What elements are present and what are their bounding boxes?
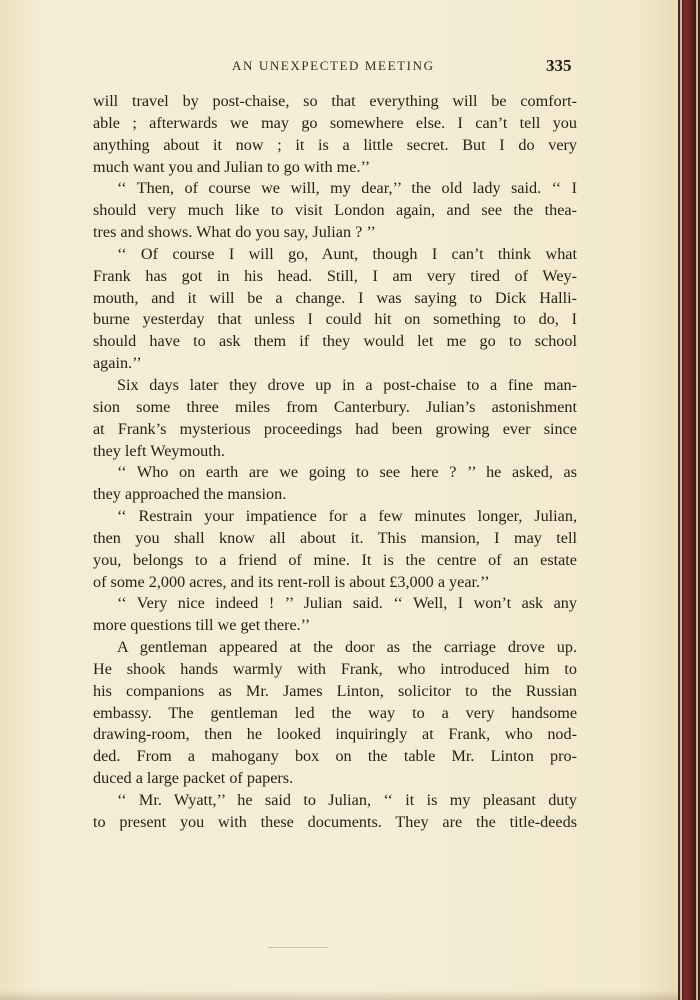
text-line: able ; afterwards we may go somewhere else. I can’t tell you: [93, 113, 577, 132]
page-bottom-shadow: [0, 990, 678, 1000]
text-line: should have to ask them if they would let me go to school: [93, 332, 577, 351]
text-line: ‘‘ Mr. Wyatt,’’ he said to Julian, ‘‘ it is my pleasant duty: [117, 791, 577, 809]
footer-rule: [268, 947, 328, 948]
text-line: ded. From a mahogany box on the table Mr. Linton pro-: [93, 747, 577, 766]
running-head: [0, 56, 578, 78]
text-line: they approached the mansion.: [93, 485, 287, 504]
running-title: AN UNEXPECTED MEETING: [232, 58, 435, 73]
text-line: ‘‘ Who on earth are we going to see here ? ’’ he asked, as: [117, 463, 577, 482]
text-line: will travel by post-chaise, so that everything will be comfort-: [93, 92, 577, 110]
text-line: then you shall know all about it. This mansion, I may tell: [93, 528, 577, 547]
text-line: Six days later they drove up in a post-chaise to a fine man-: [117, 375, 577, 394]
text-line: burne yesterday that unless I could hit on something to do, I: [93, 310, 577, 329]
text-line: anything about it now ; it is a little secret. But I do very: [93, 135, 577, 154]
text-line: ‘‘ Restrain your impatience for a few minutes longer, Julian,: [117, 507, 577, 526]
text-line: tres and shows. What do you say, Julian ? ’’: [93, 223, 376, 242]
text-line: more questions till we get there.’’: [93, 616, 311, 635]
text-line: much want you and Julian to go with me.’’: [93, 157, 371, 176]
edge-stripe: [680, 0, 682, 1000]
text-line: ‘‘ Then, of course we will, my dear,’’ the old lady said. ‘‘ I: [117, 179, 577, 198]
text-line: again.’’: [93, 354, 142, 373]
text-line: should very much like to visit London again, and see the thea-: [93, 201, 577, 220]
text-line: embassy. The gentleman led the way to a very handsome: [93, 703, 577, 722]
text-line: drawing-room, then he looked inquiringly at Frank, who nod-: [93, 725, 577, 744]
edge-stripe: [696, 0, 698, 1000]
text-line: duced a large packet of papers.: [93, 769, 294, 788]
text-line: they left Weymouth.: [93, 441, 225, 460]
text-line: at Frank’s mysterious proceedings had been growing ever since: [93, 419, 577, 438]
text-line: of some 2,000 acres, and its rent-roll is about £3,000 a year.’’: [93, 572, 490, 591]
text-line: He shook hands warmly with Frank, who introduced him to: [93, 659, 577, 678]
text-line: Frank has got in his head. Still, I am very tired of Wey-: [93, 266, 577, 285]
text-line: his companions as Mr. James Linton, solicitor to the Russian: [93, 681, 577, 700]
text-line: ‘‘ Of course I will go, Aunt, though I can’t think what: [117, 244, 577, 263]
page-number: 335: [546, 56, 572, 75]
text-line: to present you with these documents. They are the title-deeds: [93, 812, 577, 831]
text-line: mouth, and it will be a change. I was saying to Dick Halli-: [93, 288, 577, 307]
text-line: ‘‘ Very nice indeed ! ’’ Julian said. ‘‘ Well, I won’t ask any: [117, 594, 577, 613]
text-line: sion some three miles from Canterbury. Julian’s astonishment: [93, 397, 577, 416]
book-edge-binding: [678, 0, 700, 1000]
body-text: [93, 91, 577, 834]
text-line: you, belongs to a friend of mine. It is the centre of an estate: [93, 550, 577, 569]
text-line: A gentleman appeared at the door as the carriage drove up.: [117, 638, 577, 657]
